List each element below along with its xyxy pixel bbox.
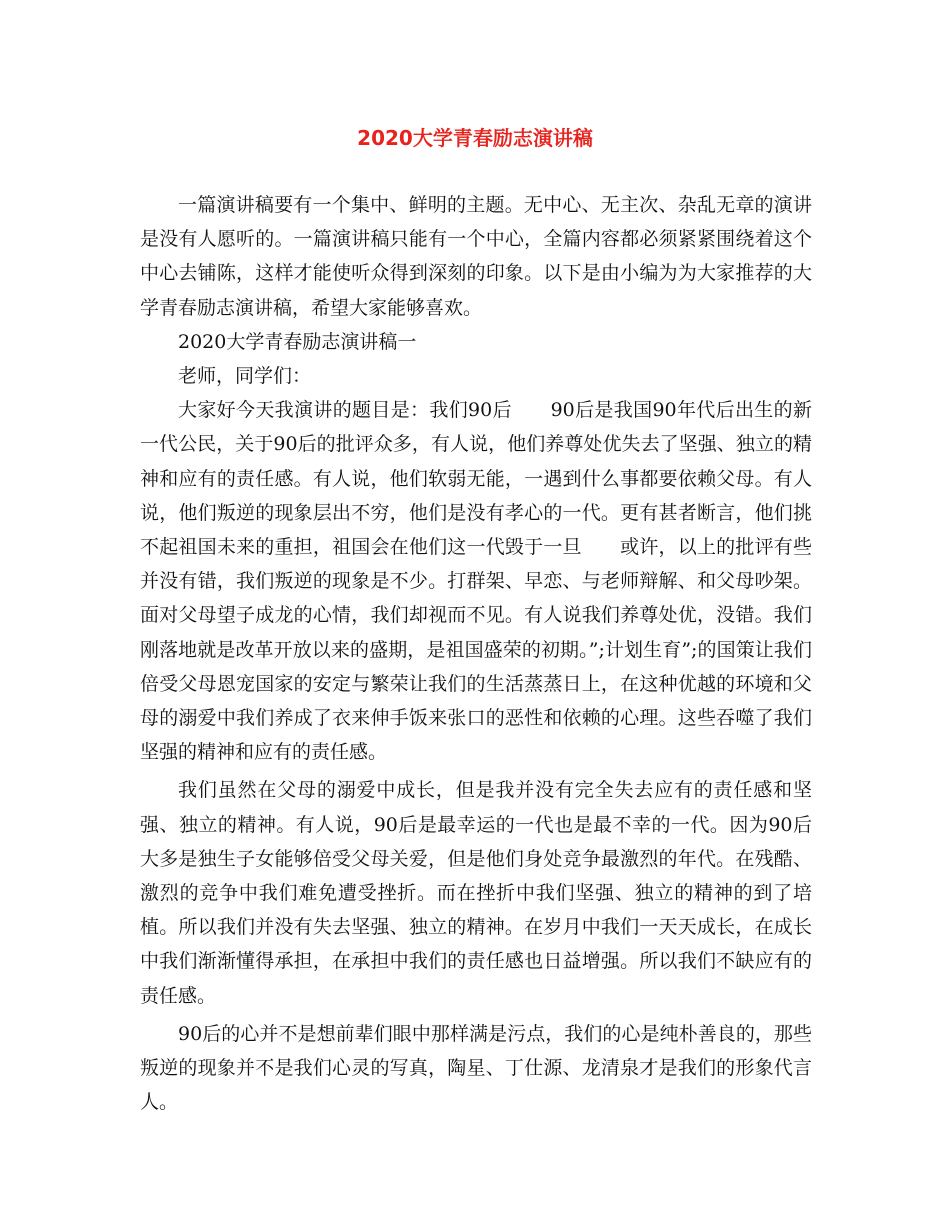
- document-body: [140, 188, 812, 1119]
- body-paragraph: 我们虽然在父母的溺爱中成长，但是我并没有完全失去应有的责任感和坚强、独立的精神。有人说，90后是最幸运的一代也是最不幸的一代。因为90后大多是独生子女能够倍受父母关爱，但是他们身处竞争最激烈的年代。在残酷、激烈的竞争中我们难免遭受挫折。而在挫折中我们坚强、独立的精神的到了培植。所以我们并没有失去坚强、独立的精神。在岁月中我们一天天成长，在成长中我们渐渐懂得承担，在承担中我们的责任感也日益增强。所以我们不缺应有的责任感。: [140, 779, 812, 1007]
- body-paragraph: 大家好今天我演讲的题目是：我们90后 90后是我国90年代后出生的新一代公民，关于90后的批评众多，有人说，他们养尊处优失去了坚强、独立的精神和应有的责任感。有人说，他们软弱无能，一遇到什么事都要依赖父母。有人说，他们叛逆的现象层出不穷，他们是没有孝心的一代。更有甚者断言，他们挑不起祖国未来的重担，祖国会在他们这一代毁于一旦 或许，以上的批评有些并没有错，我们叛逆的现象是不少。打群架、早恋、与老师辩解、和父母吵架。面对父母望子成龙的心情，我们却视而不见。有人说我们养尊处优，没错。我们刚落地就是改革开放以来的盛期，是祖国盛荣的初期。”;计划生育”;的国策让我们倍受父母恩宠国家的安定与繁荣让我们的生活蒸蒸日上，在这种优越的环境和父母的溺爱中我们养成了衣来伸手饭来张口的恶性和依赖的心理。这些吞噬了我们坚强的精神和应有的责任感。: [140, 399, 812, 764]
- document-title: 2020大学青春励志演讲稿: [357, 126, 593, 150]
- salutation: 老师，同学们：: [178, 365, 312, 388]
- section-heading: 2020大学青春励志演讲稿一: [178, 330, 417, 353]
- intro-paragraph: 一篇演讲稿要有一个集中、鲜明的主题。无中心、无主次、杂乱无章的演讲是没有人愿听的。一篇演讲稿只能有一个中心，全篇内容都必须紧紧围绕着这个中心去铺陈，这样才能使听众得到深刻的印象。以下是由小编为为大家推荐的大学青春励志演讲稿，希望大家能够喜欢。: [140, 194, 812, 319]
- body-paragraph: 90后的心并不是想前辈们眼中那样满是污点，我们的心是纯朴善良的，那些叛逆的现象并不是我们心灵的写真，陶星、丁仕源、龙清泉才是我们的形象代言人。: [140, 1022, 812, 1114]
